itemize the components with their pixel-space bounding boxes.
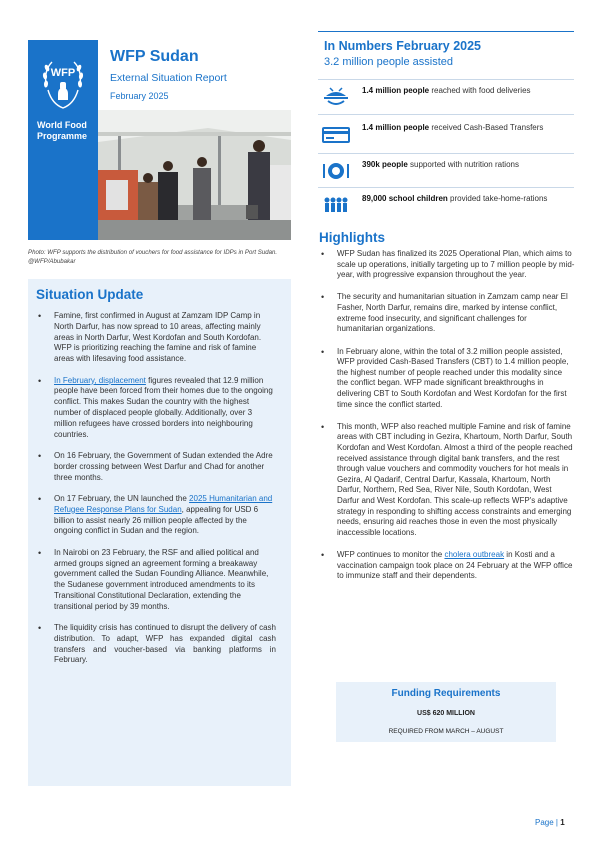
list-item: • In February alone, within the total of 3.2 million people assisted, WFP provided Cash-Based Transfers (CBT) to 1.4 million people, the highest number of people reached under this modality since the conflict began. WFP made significant breakthroughs in delivering CBT to South Kordofan and West Kordofan for the first time since the conflict started. xyxy=(319,347,575,411)
highlights-list xyxy=(319,249,575,593)
school-children-icon xyxy=(322,194,350,216)
situation-update-panel xyxy=(28,279,291,786)
list-item: • The liquidity crisis has continued to disrupt the delivery of cash distribution. To adapt, WFP has expanded digital cash transfers and voucher-based via banking platforms in February. xyxy=(36,623,276,666)
wfp-emblem-icon xyxy=(38,54,88,116)
in-numbers-rule xyxy=(318,31,574,32)
funding-title: Funding Requirements xyxy=(391,688,501,699)
situation-update-list xyxy=(36,311,276,677)
list-item: • In February, displacement figures revealed that 12.9 million people have been forced from their homes due to the ongoing conflict. This makes Sudan the country with the highest number of displaced people globally. Additionally, over 3 million refugees have crossed borders into neighbouring countries. xyxy=(36,376,276,441)
page-number: Page | 1 xyxy=(535,818,565,827)
in-numbers-row xyxy=(318,79,574,113)
cover-photo xyxy=(98,110,291,240)
in-numbers-text: 1.4 million people received Cash-Based Transfers xyxy=(362,123,544,132)
funding-amount: US$ 620 MILLION xyxy=(417,710,475,717)
nutrition-icon xyxy=(322,160,350,182)
in-numbers-text: 1.4 million people reached with food deliveries xyxy=(362,86,531,95)
list-item: • Famine, first confirmed in August at Zamzam IDP Camp in North Darfur, has now spread to 10 areas, affecting mainly areas in North Darfur, West Kordofan and South Kordofan. WFP is prioritizing reaching the famine and risk of famine areas with lifesaving food assistance. xyxy=(36,311,276,365)
logo-emblem-letters: WFP xyxy=(50,67,76,79)
in-numbers-subtitle: 3.2 million people assisted xyxy=(324,56,454,68)
list-item: • In Nairobi on 23 February, the RSF and allied political and armed groups signed an agreement forming a breakaway government called the Sudan Founding Alliance. Meanwhile, the Sudanese government introduced amendments to its Transitional Constitutional Declaration, extending the transitional period by 39 months. xyxy=(36,548,276,613)
funding-requirements-box xyxy=(336,682,556,742)
in-numbers-row xyxy=(318,153,574,187)
list-item: • The security and humanitarian situation in Zamzam camp near El Fasher, North Darfur, remains dire, marked by intense conflict, extreme food insecurity, and significant challenges for humanitarian organizations. xyxy=(319,292,575,334)
in-numbers-text: 390k people supported with nutrition rations xyxy=(362,160,519,169)
in-numbers-text: 89,000 school children provided take-home-rations xyxy=(362,194,548,203)
list-item: • On 16 February, the Government of Sudan extended the Adre border crossing between West Darfur and Chad for another three months. xyxy=(36,451,276,483)
list-item: • This month, WFP also reached multiple Famine and risk of famine areas with CBT including in Gezira, Khartoum, North Darfur, South Kordofan and West Kordofan. Almost a third of the people reached received assistance through digital bank transfers, and the rest through value vouchers and commodity vouchers for hot meals in Gezira, Al Qadarif, Central Darfur, Kassala, Khartoum, North Darfur, Northern, Red Sea, River Nile, South Kordofan, West Darfur and West Kordofan. This scale-up reflects WFP's adaptive strategy in responding to shifting access constraints and emerging needs, ensuring aid reaches those in even the most physically inaccessible locations. xyxy=(319,422,575,539)
distribution-scene-image xyxy=(98,110,291,240)
list-item: • On 17 February, the UN launched the 2025 Humanitarian and Refugee Response Plans for Sudan, appealing for USD 6 billion to assist nearly 26 million people affected by the ongoing conflict in Sudan and the region. xyxy=(36,494,276,537)
report-date: February 2025 xyxy=(110,91,169,101)
funding-period: REQUIRED FROM MARCH – AUGUST xyxy=(388,728,504,735)
wfp-logo xyxy=(28,40,98,240)
in-numbers-title: In Numbers February 2025 xyxy=(324,39,482,53)
situation-update-title: Situation Update xyxy=(36,287,144,302)
in-numbers-row xyxy=(318,114,574,152)
report-title: WFP Sudan xyxy=(110,48,199,65)
cholera-outbreak-link[interactable]: cholera outbreak xyxy=(444,550,505,559)
cash-transfer-icon xyxy=(322,123,350,145)
report-subtitle: External Situation Report xyxy=(110,72,227,84)
food-delivery-icon xyxy=(322,86,350,108)
response-plans-link[interactable]: 2025 Humanitarian and Refugee Response Plans for Sudan xyxy=(54,493,273,514)
photo-caption: Photo: WFP supports the distribution of vouchers for food assistance for IDPs in Port Sudan. @WFP/Abubakar xyxy=(28,249,278,265)
highlights-title: Highlights xyxy=(319,230,385,245)
list-item: • WFP continues to monitor the cholera outbreak in Kosti and a vaccination campaign took place on 24 February at the WFP office to immunize staff and their dependents. xyxy=(319,550,575,582)
list-item: • WFP Sudan has finalized its 2025 Operational Plan, which aims to scale up operations, initially targeting up to 7 million people by mid-year, with progressive expansion throughout the year. xyxy=(319,249,575,281)
logo-wordmark: World Food Programme xyxy=(37,120,88,141)
report-header xyxy=(98,40,291,110)
displacement-link[interactable]: In February, displacement xyxy=(54,375,146,385)
in-numbers-row xyxy=(318,187,574,223)
